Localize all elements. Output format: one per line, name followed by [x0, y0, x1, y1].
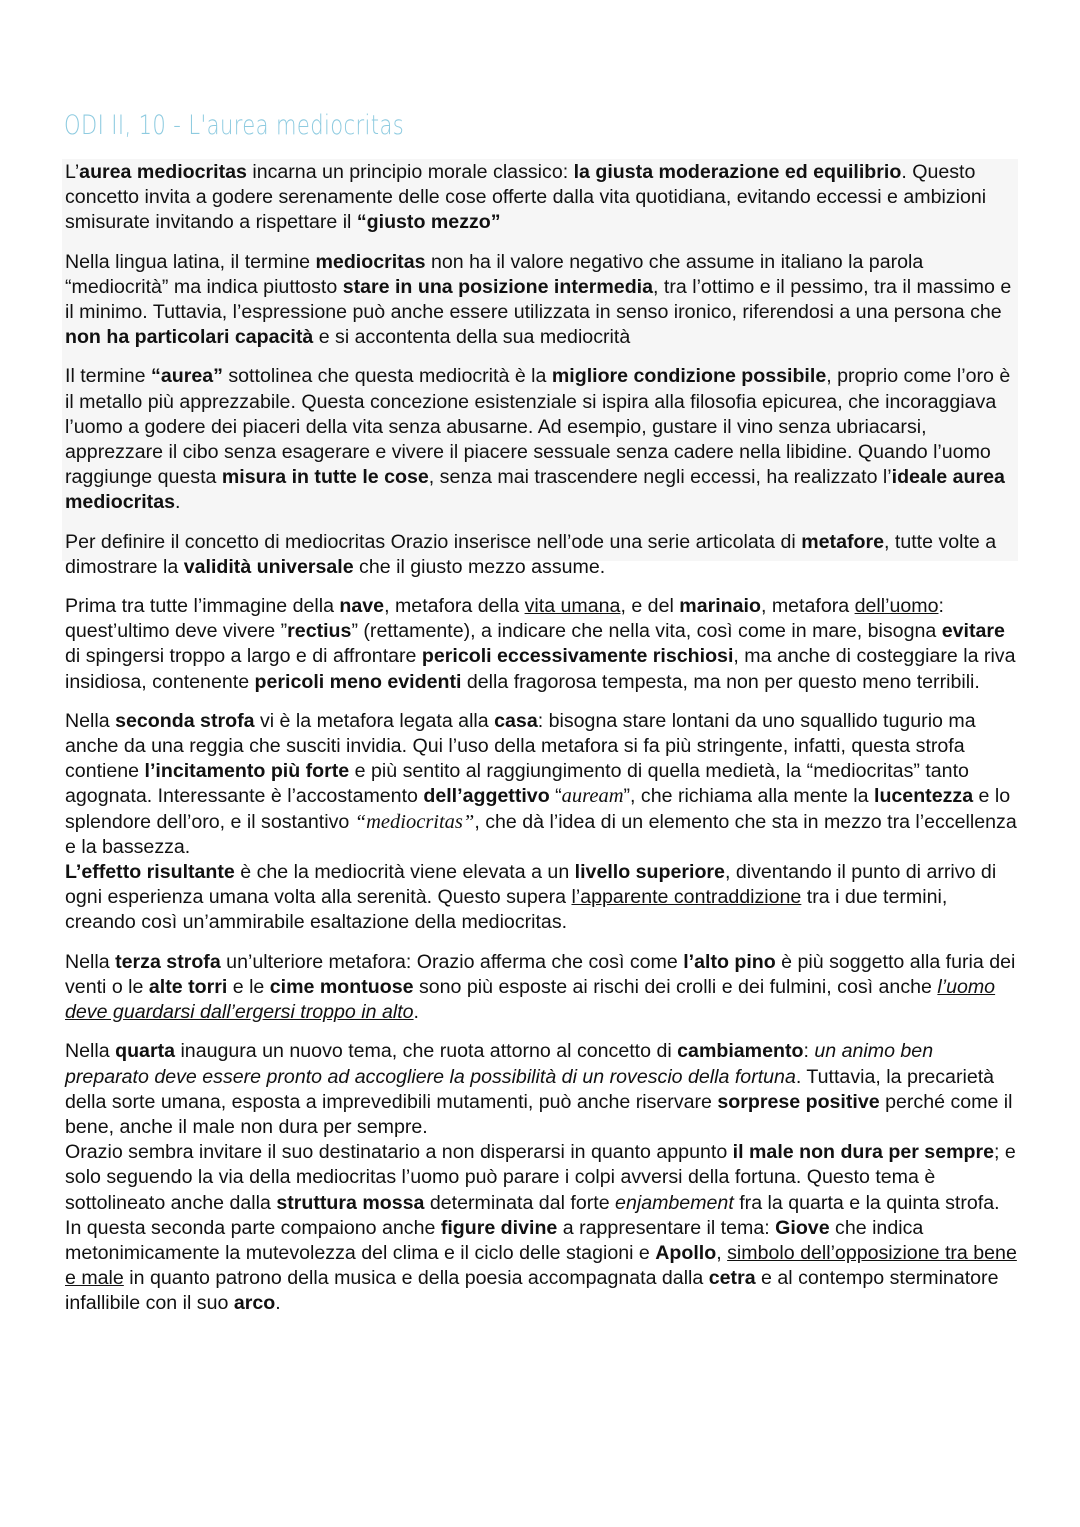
- paragraph-p4: [65, 530, 1020, 580]
- bold-term: rectius: [287, 620, 352, 643]
- bold-term: Apollo: [655, 1241, 717, 1264]
- paragraph-p6: [65, 709, 1020, 860]
- document-body: [65, 160, 1020, 1331]
- text-run: , che dà l’idea di un elemento che sta in mezzo tra l’eccellenza e la bassezza.: [65, 810, 1017, 858]
- text-run: Orazio sembra invitare il suo destinatario a non disperarsi in quanto appunto: [65, 1141, 733, 1164]
- text-run: e lo splendore dell’oro, e il sostantivo: [65, 785, 1011, 833]
- bold-term: validità universale: [183, 555, 354, 578]
- bold-term: livello superiore: [574, 861, 725, 884]
- text-run: vi è la metafora legata alla: [254, 709, 495, 732]
- text-run: Nella: [65, 950, 116, 973]
- bold-term: cetra: [708, 1267, 756, 1290]
- bold-term: mediocritas: [315, 250, 426, 273]
- text-run: inaugura un nuovo tema, che ruota attorno al concetto di: [175, 1040, 678, 1063]
- bold-term: metafore: [801, 530, 884, 553]
- text-run: L’: [65, 161, 80, 183]
- text-run: .: [175, 491, 181, 514]
- document-title: ODI II, 10 - L'aurea mediocritas: [64, 110, 405, 141]
- text-run: ; e solo seguendo la via della mediocritas l’uomo può parare i colpi avversi della fortuna. Questo tema è sottolineato anche dalla: [65, 1141, 1016, 1214]
- text-run: incarna un principio morale classico:: [246, 161, 574, 183]
- italic-text: un animo ben preparato deve essere pronto ad accogliere la possibilità di un rovescio della fortuna: [65, 1040, 934, 1088]
- text-run: e si accontenta della sua mediocrità: [313, 326, 631, 349]
- text-run: in quanto patrono della musica e della poesia accompagnata dalla: [123, 1267, 709, 1290]
- text-run: , tutte volte a dimostrare la: [65, 530, 997, 578]
- bold-term: figure divine: [440, 1216, 558, 1239]
- bold-term: terza strofa: [115, 950, 221, 973]
- text-run: , tra l’ottimo e il pessimo, tra il massimo e il minimo. Tuttavia, l’espressione può anche essere utilizzata in senso ironico, riferendosi a una persona che: [65, 275, 1012, 324]
- bold-term: l’alto pino: [683, 950, 776, 973]
- bold-term: evitare: [941, 620, 1005, 643]
- bold-term: sorprese positive: [717, 1090, 880, 1113]
- bold-term: marinaio: [679, 595, 761, 618]
- text-run: un’ulteriore metafora: Orazio afferma che così come: [220, 950, 684, 973]
- text-run: determinata dal forte: [424, 1191, 616, 1214]
- text-run: sottolinea che questa mediocrità è la: [222, 365, 552, 388]
- paragraph-p8: [65, 950, 1020, 1026]
- bold-term: la giusta moderazione ed equilibrio: [573, 161, 902, 183]
- italic-text: “mediocritas”: [354, 810, 475, 833]
- text-run: perché come il bene, anche il male non dura per sempre.: [65, 1090, 1013, 1138]
- text-run: : quest’ultimo deve vivere ”: [65, 595, 944, 643]
- bold-term: pericoli eccessivamente rischiosi: [421, 645, 734, 668]
- bold-term: quarta: [115, 1040, 175, 1063]
- text-run: e al contempo sterminatore infallibile con il suo: [65, 1267, 999, 1315]
- text-run: è che la mediocrità viene elevata a un: [234, 861, 575, 884]
- bold-term: l’incitamento più forte: [144, 760, 350, 783]
- text-run: sono più esposte ai rischi dei crolli e dei fulmini, così anche: [413, 975, 938, 998]
- text-run: , diventando il punto di arrivo di ogni esperienza umana volta alla serenità. Questo supera: [65, 861, 997, 909]
- bold-term: seconda strofa: [115, 709, 255, 732]
- text-run: Prima tra tutte l’immagine della: [65, 595, 340, 618]
- text-run: , e del: [620, 595, 680, 618]
- paragraph-p10: [65, 1140, 1020, 1316]
- italic-text: enjambement: [615, 1191, 734, 1214]
- paragraph-p7: [65, 860, 1020, 936]
- bold-term: struttura mossa: [276, 1191, 425, 1214]
- bold-term: L’effetto risultante: [65, 861, 235, 884]
- text-run: a rappresentare il tema:: [557, 1216, 776, 1239]
- bold-term: “giusto mezzo”: [356, 211, 501, 234]
- bold-term: non ha particolari capacità: [65, 326, 314, 349]
- text-run: , senza mai trascendere negli eccessi, ha realizzato l’: [428, 466, 892, 489]
- text-run: . Tuttavia, la precarietà della sorte umana, esposta a imprevedibili mutamenti, può anche riservare: [65, 1065, 995, 1113]
- bold-term: lucentezza: [874, 785, 974, 808]
- text-run: . Questo concetto invita a godere serenamente delle cose offerte dalla vita quotidiana, evitando eccessi e ambizioni smisurate invitando a rispettare il: [65, 161, 987, 234]
- text-run: non ha il valore negativo che assume in italiano la parola “mediocrità” ma indica piuttosto: [65, 250, 924, 298]
- bold-term: migliore condizione possibile: [551, 365, 827, 388]
- text-run: Per definire il concetto di mediocritas Orazio inserisce nell’ode una serie articolata di: [65, 530, 802, 553]
- bold-term: stare in una posizione intermedia: [342, 275, 654, 298]
- underlined-text: l’uomo deve guardarsi dall’ergersi troppo in alto: [65, 975, 996, 1024]
- paragraph-p2: [65, 250, 1020, 351]
- text-run: fra la quarta e la quinta strofa. In questa seconda parte compaiono anche: [65, 1191, 1000, 1239]
- bold-term: pericoli meno evidenti: [254, 670, 462, 693]
- text-run: “: [549, 785, 562, 808]
- text-run: e le: [227, 975, 270, 998]
- text-run: tra i due termini, creando così un’ammirabile esaltazione della mediocritas.: [65, 886, 948, 934]
- underlined-text: l’apparente contraddizione: [571, 886, 802, 909]
- underlined-text: simbolo dell’opposizione tra bene e male: [65, 1241, 1017, 1290]
- underlined-text: vita umana: [524, 595, 621, 618]
- text-run: , metafora: [760, 595, 855, 618]
- text-run: Il termine: [65, 365, 152, 388]
- paragraph-p5: [65, 594, 1020, 695]
- text-run: .: [275, 1292, 281, 1315]
- text-run: e più sentito al raggiungimento di quella medietà, la “mediocritas” tanto agognata. Interessante è l’accostamento: [65, 760, 969, 808]
- underlined-text: dell’uomo: [854, 595, 939, 618]
- bold-term: cime montuose: [269, 975, 414, 998]
- text-run: è più soggetto alla furia dei venti o le: [65, 950, 1016, 998]
- text-run: che indica metonimicamente la mutevolezza del clima e il ciclo delle stagioni e: [65, 1216, 924, 1264]
- bold-term: dell’aggettivo: [423, 785, 550, 808]
- text-run: , metafora della: [384, 595, 525, 618]
- text-run: Nella: [65, 709, 116, 732]
- bold-term: il male non dura per sempre: [732, 1141, 995, 1164]
- bold-term: arco: [233, 1292, 276, 1315]
- text-run: che il giusto mezzo assume.: [353, 555, 606, 578]
- bold-term: “aurea”: [151, 365, 223, 388]
- text-run: ,: [716, 1241, 728, 1264]
- text-run: Nella lingua latina, il termine: [65, 250, 316, 273]
- bold-term: alte torri: [148, 975, 228, 998]
- italic-text: auream: [561, 785, 624, 808]
- bold-term: ideale aurea mediocritas: [65, 466, 1005, 514]
- text-run: ” (rettamente), a indicare che nella vita, così come in mare, bisogna: [351, 620, 942, 643]
- text-run: , proprio come l’oro è il metallo più apprezzabile. Questa concezione esistenziale si ispira alla filosofia epicurea, che incoraggiava l’uomo a godere dei piaceri della vita senza abusarne. Ad esempio, gustare il vino senza ubriacarsi, apprezzare il cibo senza esagerare e vivere il piacere sessuale senza cadere nella libidine. Quando l’uomo raggiunge questa: [65, 365, 1011, 489]
- text-run: della fragorosa tempesta, ma non per questo meno terribili.: [461, 670, 980, 693]
- bold-term: nave: [339, 595, 385, 618]
- text-run: Nella: [65, 1040, 116, 1063]
- text-run: : bisogna stare lontani da uno squallido tugurio ma anche da una reggia che susciti invidia. Qui l’uso della metafora si fa più stringente, infatti, questa strofa contiene: [65, 709, 976, 783]
- text-run: .: [413, 1001, 419, 1024]
- bold-term: cambiamento: [677, 1040, 804, 1063]
- bold-term: Giove: [775, 1216, 830, 1239]
- bold-term: aurea mediocritas: [79, 161, 247, 183]
- text-run: :: [803, 1040, 815, 1063]
- text-run: , ma anche di costeggiare la riva insidiosa, contenente: [65, 645, 1016, 693]
- paragraph-p1: [65, 160, 1020, 236]
- text-run: di spingersi troppo a largo e di affrontare: [65, 645, 422, 668]
- text-run: ”, che richiama alla mente la: [623, 785, 874, 808]
- bold-term: casa: [494, 709, 538, 732]
- paragraph-p3: [65, 364, 1020, 515]
- bold-term: misura in tutte le cose: [221, 466, 429, 489]
- paragraph-p9: [65, 1039, 1020, 1140]
